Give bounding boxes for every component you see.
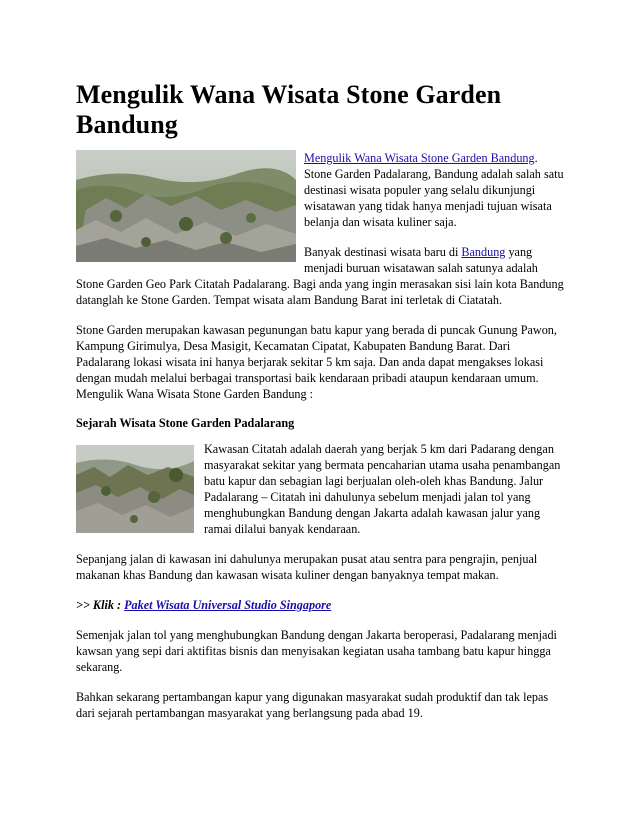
paragraph-3: Stone Garden merupakan kawasan pegunungan batu kapur yang berada di puncak Gunung Pawon, Kampung Girimulya, Desa Masigit, Kecamatan Cipatat, Kabupaten Bandung Barat. Dari Padalarang lokasi wisata ini hanya berjarak sekitar 5 km saja. Dan anda dapat mengakses lokasi dengan mudah melalui berbagai transportasi baik kendaraan pribadi ataupun kendaraan umum. Mengulik Wana Wisata Stone Garden Bandung : (76, 323, 557, 401)
article-title-link[interactable]: Mengulik Wana Wisata Stone Garden Bandung (304, 151, 535, 165)
section-heading: Sejarah Wisata Stone Garden Padalarang (76, 416, 295, 430)
page-title: Mengulik Wana Wisata Stone Garden Bandung (76, 80, 502, 139)
paragraph-6: Semenjak jalan tol yang menghubungkan Bandung dengan Jakarta beroperasi, Padalarang menjadi kawsan yang sepi dari aktifitas bisnis dan menyisakan kegiatan usaha tambang batu kapur hingga sekarang. (76, 628, 557, 674)
paragraph-4: Kawasan Citatah adalah daerah yang berjak 5 km dari Padarang dengan masyarakat sekitar yang bermata pencaharian utama usaha penambangan batu kapur dan sebagian lagi berjualan oleh-oleh khas Bandung. Jalur Padalarang – Citatah ini dahulunya sebelum menjadi jalan tol yang menghubungkan Bandung dengan Jakarta adalah kawasan jalur yang ramai dilalui banyak kendaraan. (204, 442, 561, 536)
article (76, 80, 566, 735)
p2-post: yang menjadi buruan wisatawan salah satunya adalah Stone Garden Geo Park Citatah Padalarang. Bagi anda yang ingin merasakan sisi lain kota Bandung datanglah ke Stone Garden. Tempat wisata alam Bandung Barat ini terletak di Ciatatah. (76, 245, 564, 307)
klik-line (76, 597, 566, 613)
paket-wisata-link[interactable]: Paket Wisata Universal Studio Singapore (124, 598, 332, 612)
paragraph-5: Sepanjang jalan di kawasan ini dahulunya merupakan pusat atau sentra para pengrajin, penjual makanan khas Bandung dan kawasan wisata kuliner dengan banyaknya tempat makan. (76, 552, 538, 582)
intro-text: . Stone Garden Padalarang, Bandung adalah salah satu destinasi wisata populer yang selalu dikunjungi wisatawan yang tidak hanya menjadi tujuan wisata belanja dan wisata kuliner saja. (304, 151, 564, 229)
bandung-link[interactable]: Bandung (461, 245, 506, 259)
p2-pre: Banyak destinasi wisata baru di (304, 245, 462, 259)
stone-garden-photo-1 (76, 150, 296, 262)
paragraph-7: Bahkan sekarang pertambangan kapur yang digunakan masyarakat sudah produktif dan tak lepas dari sejarah pertambangan masyarakat yang berlangsung pada abad 19. (76, 690, 549, 720)
stone-garden-photo-2 (76, 445, 194, 533)
klik-prefix: >> Klik : (76, 598, 125, 612)
